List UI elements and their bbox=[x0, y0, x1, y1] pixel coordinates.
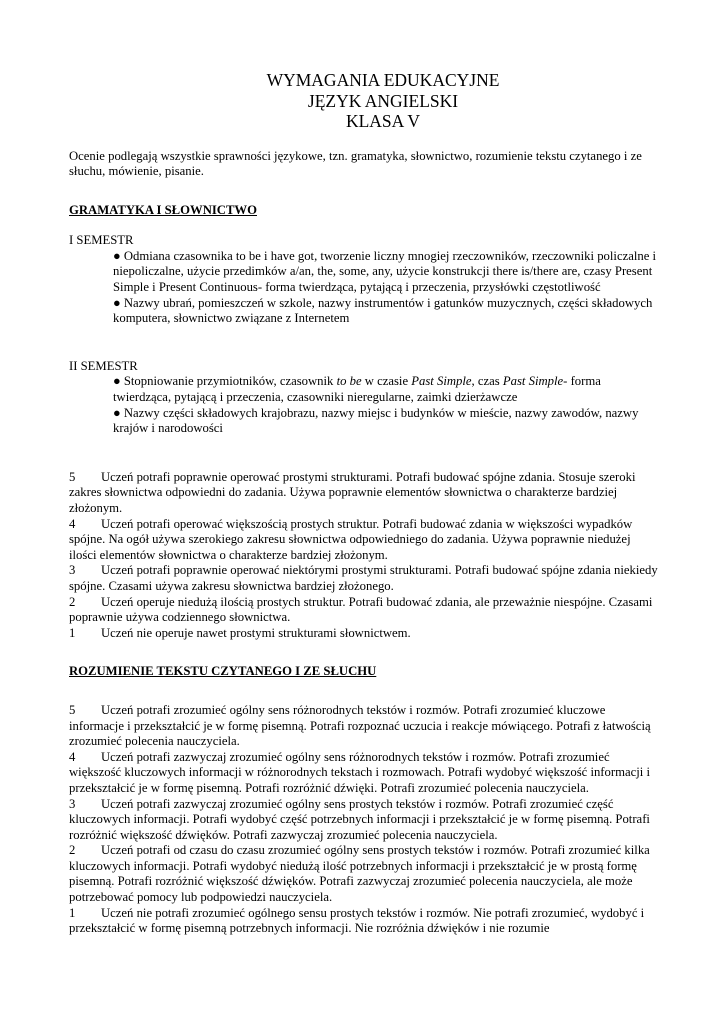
document-page bbox=[69, 70, 659, 937]
grade-item: 5 Uczeń potrafi zrozumieć ogólny sens różnorodnych tekstów i rozmów. Potrafi zrozumieć kluczowe informacje i przekształcić je w formę pisemną. Potrafi rozpoznać uczucia i reakcje mówiącego. Potrafi z łatwością zrozumieć polecenia nauczyciela. bbox=[69, 702, 651, 749]
grade-item: 2 Uczeń potrafi od czasu do czasu zrozumieć ogólny sens prostych tekstów i rozmów. Potrafi zrozumieć kilka kluczowych informacji. Potrafi wydobyć niedużą ilość potrzebnych informacji i przekształcić je w prostą formę pisemną. Potrafi rozróżnić większość dźwięków. Potrafi zazwyczaj zrozumieć polecenia nauczyciela, ale może potrzebować pomocy lub podpowiedzi nauczyciela. bbox=[69, 843, 650, 905]
intro-paragraph: Ocenie podlegają wszystkie sprawności językowe, tzn. gramatyka, słownictwo, rozumienie tekstu czytanego i ze słuchu, mówienie, pisanie. bbox=[69, 148, 642, 179]
semester-1-block bbox=[69, 233, 659, 327]
title-line-1: WYMAGANIA EDUKACYJNE bbox=[266, 70, 500, 90]
title-line-3: KLASA V bbox=[345, 111, 421, 131]
semester-2-block bbox=[69, 359, 659, 437]
grade-item: 1 Uczeń nie potrafi zrozumieć ogólnego sensu prostych tekstów i rozmów. Nie potrafi zrozumieć, wydobyć i przekształcić w formę pisemną potrzebnych informacji. Nie rozróżnia dźwięków i nie rozumie bbox=[69, 905, 645, 936]
semester-1-label: I SEMESTR bbox=[69, 233, 134, 248]
semester-2-bullets bbox=[69, 374, 659, 436]
grade-item: 5 Uczeń potrafi poprawnie operować prostymi strukturami. Potrafi budować spójne zdania. Stosuje szeroki zakres słownictwa odpowiedni do zadania. Używa poprawnie elementów słownictwa o charakterze bardziej złożonym. bbox=[69, 469, 636, 515]
grade-item: 3 Uczeń potrafi poprawnie operować niektórymi prostymi strukturami. Potrafi budować spójne zdania niekiedy spójne. Czasami używa zakresu słownictwa bardziej złożonego. bbox=[69, 563, 658, 593]
semester-2-label: II SEMESTR bbox=[69, 358, 138, 373]
semester-2-bullet-1: ● Stopniowanie przymiotników, czasownik to be w czasie Past Simple, czas Past Simple- forma twierdząca, pytającą i przeczenia, czasowniki nieregularne, zaimki dzierżawcze bbox=[113, 374, 601, 405]
grade-item: 4 Uczeń potrafi zazwyczaj zrozumieć ogólny sens różnorodnych tekstów i rozmów. Potrafi zrozumieć większość kluczowych informacji w różnorodnych tekstach i rozmowach. Potrafi wydobyć większość informacji i przekształcić je w formę pisemną. Potrafi rozróżnić dźwięki. Potrafi zrozumieć polecenia nauczyciela. bbox=[69, 749, 650, 795]
grade-item: 1 Uczeń nie operuje nawet prostymi strukturami słownictwem. bbox=[69, 625, 411, 640]
comprehension-grades-list bbox=[69, 703, 659, 937]
section-heading-comprehension: ROZUMIENIE TEKSTU CZYTANEGO I ZE SŁUCHU bbox=[69, 664, 377, 679]
semester-1-bullets bbox=[69, 249, 659, 327]
title-line-2: JĘZYK ANGIELSKI bbox=[307, 90, 459, 111]
grammar-grades-list bbox=[69, 470, 659, 642]
semester-1-bullet-2: ● Nazwy ubrań, pomieszczeń w szkole, nazwy instrumentów i gatunków muzycznych, części składowych komputera, słownictwo związane z Internetem bbox=[113, 295, 653, 326]
section-heading-grammar: GRAMATYKA I SŁOWNICTWO bbox=[69, 202, 257, 217]
semester-1-bullet-1: ● Odmiana czasownika to be i have got, tworzenie liczny mnogiej rzeczowników, rzeczowniki policzalne i niepoliczalne, użycie przedimków a/an, the, some, any, użycie konstrukcji there is/there are, czasy Present Simple i Present Continuous- forma twierdząca, pytającą i przeczenia, przysłówki częstotliwość bbox=[113, 248, 657, 295]
semester-2-bullet-2: ● Nazwy części składowych krajobrazu, nazwy miejsc i budynków w mieście, nazwy zawodów, nazwy krajów i narodowości bbox=[113, 405, 639, 436]
document-title bbox=[107, 70, 659, 132]
grade-item: 3 Uczeń potrafi zazwyczaj zrozumieć ogólny sens prostych tekstów i rozmów. Potrafi zrozumieć część kluczowych informacji. Potrafi wydobyć część potrzebnych informacji i przekształcić je w formę pisemną. Potrafi rozróżnić większość dźwięków. Potrafi zazwyczaj zrozumieć polecenia nauczyciela. bbox=[69, 796, 650, 842]
grade-item: 4 Uczeń potrafi operować większością prostych struktur. Potrafi budować zdania w większości wypadków spójne. Na ogół używa szerokiego zakresu słownictwa odpowiedniego do zadania. Używa poprawnie niedużej ilości elementów słownictwa o charakterze bardziej złożonym. bbox=[69, 516, 633, 562]
grade-item: 2 Uczeń operuje niedużą ilością prostych struktur. Potrafi budować zdania, ale przeważnie niespójne. Czasami poprawnie używa codziennego słownictwa. bbox=[69, 594, 653, 625]
